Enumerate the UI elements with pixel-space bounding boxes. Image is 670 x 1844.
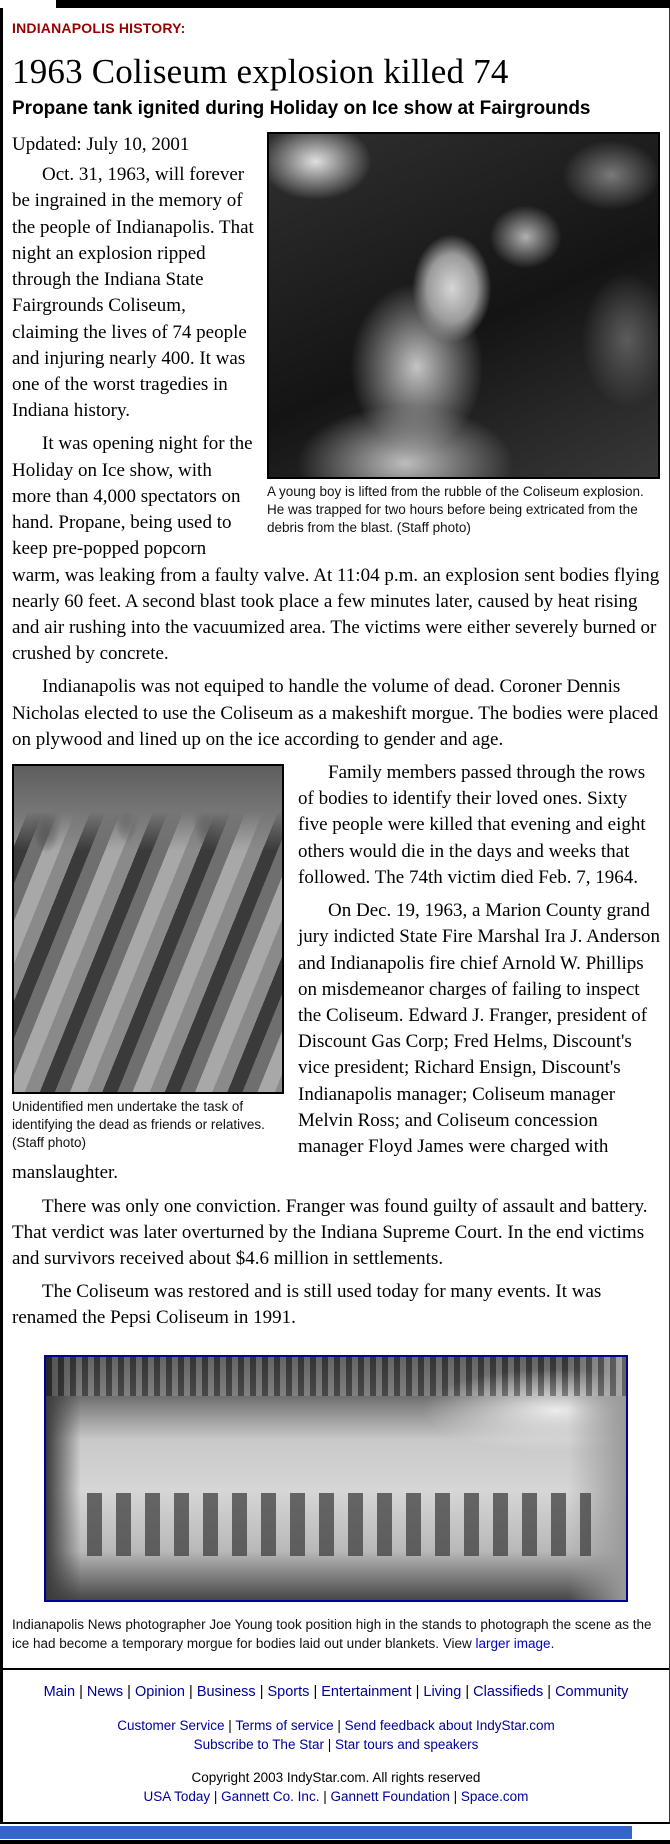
figure-aerial [12, 1355, 660, 1610]
article-paragraph: Family members passed through the rows of bodies to identify their loved ones. Sixty five people were killed that evening and eight others would die in the days and weeks that followed. The 74th victim died Feb. 7, 1964. [298, 762, 646, 888]
kicker: INDIANAPOLIS HISTORY: [12, 20, 186, 36]
aerial-photo-body-rows-texture [87, 1493, 592, 1556]
article-paragraph: There was only one conviction. Franger was found guilty of assault and battery. That verdict was later overturned by the Indiana Supreme Court. In the end victims and survivors received about $4.6 million in settlements. [12, 1195, 648, 1269]
figure-morgue [12, 764, 284, 1151]
send-feedback-link[interactable]: Send feedback about IndyStar.com [344, 1717, 555, 1733]
page-title: 1963 Coliseum explosion killed 74 [12, 52, 509, 91]
article-paragraph: Indianapolis was not equiped to handle the volume of dead. Coroner Dennis Nicholas elected to use the Coliseum as a makeshift morgue. The bodies were placed on plywood and lined up on the ice according to gender and age. [12, 676, 659, 750]
footer-nav-sports[interactable]: Sports [267, 1683, 310, 1700]
aerial-caption-period: . [550, 1635, 555, 1651]
separator: | [228, 1717, 232, 1733]
footer-service-links [12, 1718, 660, 1733]
rescue-photo-image [267, 132, 660, 479]
space-com-link[interactable]: Space.com [460, 1788, 529, 1804]
gannett-foundation-link[interactable]: Gannett Foundation [330, 1788, 450, 1804]
separator: | [313, 1683, 318, 1700]
customer-service-link[interactable]: Customer Service [117, 1717, 225, 1733]
star-tours-link[interactable]: Star tours and speakers [335, 1736, 479, 1752]
usa-today-link[interactable]: USA Today [143, 1788, 211, 1804]
footer-nav-news[interactable]: News [86, 1683, 124, 1700]
footer-nav [12, 1684, 660, 1700]
separator: | [79, 1683, 83, 1700]
footer-nav-living[interactable]: Living [423, 1683, 462, 1700]
aerial-photo-image [44, 1355, 628, 1602]
separator: | [547, 1683, 552, 1700]
bottom-black-rule [0, 1822, 670, 1824]
separator: | [327, 1736, 332, 1752]
separator: | [323, 1788, 327, 1804]
morgue-photo-image [12, 764, 284, 1094]
aerial-photo-caption [12, 1616, 660, 1654]
separator: | [415, 1683, 420, 1700]
bottom-blue-bar [0, 1826, 632, 1839]
article-paragraph: The Coliseum was restored and is still used today for many events. It was renamed the Pepsi Coliseum in 1991. [12, 1281, 602, 1329]
top-black-bar [56, 0, 670, 8]
aerial-photo-stands-texture [46, 1357, 626, 1396]
subhead: Propane tank ignited during Holiday on Ice show at Fairgrounds [12, 98, 591, 119]
footer-nav-opinion[interactable]: Opinion [134, 1683, 185, 1700]
morgue-photo-caption: Unidentified men undertake the task of identifying the dead as friends or relatives. (Staff photo) [12, 1099, 265, 1150]
separator: | [213, 1788, 218, 1804]
separator: | [465, 1683, 470, 1700]
subscribe-link[interactable]: Subscribe to The Star [193, 1736, 324, 1752]
gannett-co-link[interactable]: Gannett Co. Inc. [221, 1788, 320, 1804]
separator: | [337, 1717, 341, 1733]
footer-nav-classifieds[interactable]: Classifieds [473, 1683, 544, 1700]
separator: | [127, 1683, 131, 1700]
footer-subscribe-links [12, 1737, 660, 1752]
aerial-caption-text: Indianapolis News photographer Joe Young took position high in the stands to photograph the scene as the ice had become a temporary morgue for bodies laid out under blankets. View [12, 1616, 652, 1651]
terms-of-service-link[interactable]: Terms of service [235, 1717, 334, 1733]
footer-company-links [12, 1789, 660, 1804]
larger-image-link[interactable]: larger image [475, 1635, 551, 1651]
separator: | [259, 1683, 264, 1700]
article-paragraph: On Dec. 19, 1963, a Marion County grand jury indicted State Fire Marshal Ira J. Anderson and Indianapolis fire chief Arnold W. Phillips on misdemeanor charges of failing to inspect the Coliseum. Edward J. Franger, president of Discount Gas Corp; Fred Helms, Discount's vice president; Richard Ensign, Discount's Indianapolis manager; Coliseum manager Melvin Ross; and Coliseum concession manager Floyd James were charged with manslaughter. [12, 900, 660, 1184]
content-frame [0, 8, 670, 1822]
figure-rescue [267, 132, 660, 536]
separator: | [189, 1683, 193, 1700]
footer-nav-business[interactable]: Business [196, 1683, 256, 1700]
copyright-notice: Copyright 2003 IndyStar.com. All rights reserved [191, 1769, 481, 1785]
article-paragraph: Oct. 31, 1963, will forever be ingrained in the memory of the people of Indianapolis. That night an explosion ripped through the Indiana State Fairgrounds Coliseum, claiming the lives of 74 people and injuring nearly 400. It was one of the worst tragedies in Indiana history. [12, 164, 254, 422]
bottom-black-strip [0, 1840, 670, 1844]
article-body [12, 132, 660, 1654]
footer-nav-community[interactable]: Community [555, 1683, 629, 1700]
article-paragraph: It was opening night for the Holiday on Ice show, with more than 4,000 spectators on hand. Propane, being used to keep pre-popped popcorn warm, was leaking from a faulty valve. At 11:04 p.m. an explosion sent bodies flying nearly 60 feet. A second blast took place a few minutes later, caused by heat rising and air rushing into the vacuumized area. The victims were either severely burned or crushed by concrete. [12, 433, 660, 665]
updated-date: Updated: July 10, 2001 [12, 134, 190, 155]
footer-nav-main[interactable]: Main [43, 1683, 76, 1700]
separator: | [453, 1788, 458, 1804]
rescue-photo-caption: A young boy is lifted from the rubble of the Coliseum explosion. He was trapped for two hours before being extricated from the debris from the blast. (Staff photo) [267, 484, 644, 535]
footer-nav-entertainment[interactable]: Entertainment [321, 1683, 412, 1700]
